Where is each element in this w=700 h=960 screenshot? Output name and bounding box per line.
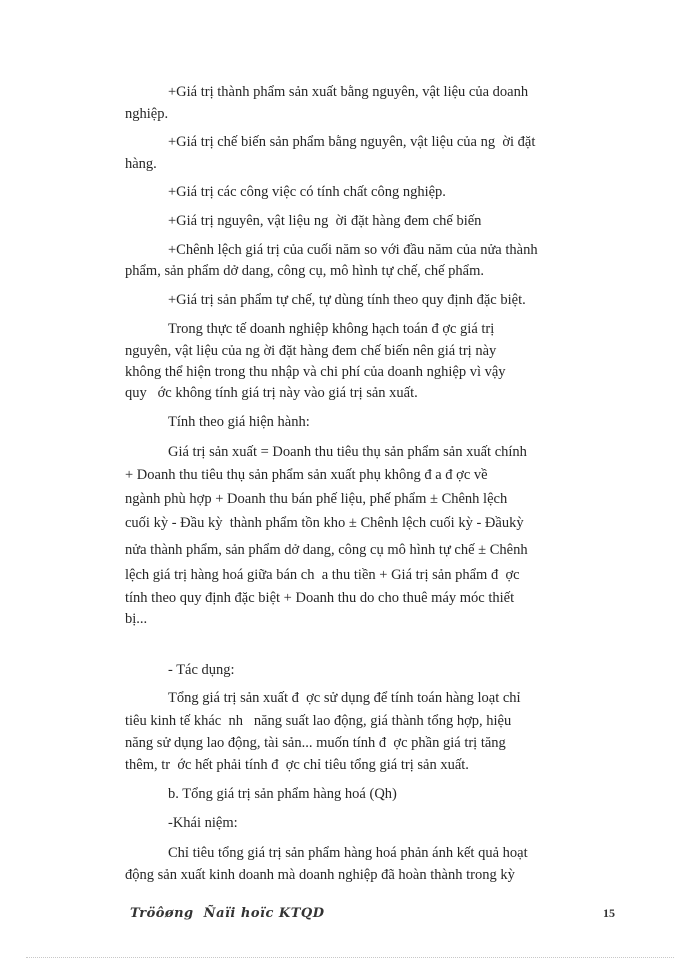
text-line: tiêu kinh tế khác nh năng suất lao động, giá thành tổng hợp, hiệu — [125, 713, 512, 729]
text-line: lệch giá trị hàng hoá giữa bán ch a thu tiền + Giá trị sản phẩm đ ợc — [125, 567, 520, 583]
footer-brand: Tröôøng Ñaïi hoïc KTQD — [130, 906, 325, 921]
text-line: tính theo quy định đặc biệt + Doanh thu do cho thuê máy móc thiết — [125, 590, 515, 606]
text-line: +Chênh lệch giá trị của cuối năm so với đầu năm của nửa thành — [168, 242, 538, 258]
text-line: ngành phù hợp + Doanh thu bán phế liệu, phế phẩm ± Chênh lệch — [125, 491, 508, 507]
text-line: +Giá trị các công việc có tính chất công nghiệp. — [168, 184, 446, 200]
text-line: nghiệp. — [125, 106, 169, 122]
text-line: Tổng giá trị sản xuất đ ợc sử dụng để tính toán hàng loạt chỉ — [168, 690, 521, 706]
text-line: Tính theo giá hiện hành: — [168, 414, 310, 430]
text-line: +Giá trị nguyên, vật liệu ng ời đặt hàng đem chế biến — [168, 213, 482, 229]
text-line: cuối kỳ - Đầu kỳ thành phẩm tồn kho ± Chênh lệch cuối kỳ - Đầukỳ — [125, 515, 524, 531]
text-line: +Giá trị chế biến sản phẩm bằng nguyên, vật liệu của ng ời đặt — [168, 134, 536, 150]
section-label: -Khái niệm: — [168, 815, 238, 831]
text-line: không thể hiện trong thu nhập và chi phí của doanh nghiệp vì vậy — [125, 364, 506, 380]
section-heading: b. Tổng giá trị sản phẩm hàng hoá (Qh) — [168, 786, 397, 802]
text-line: Giá trị sản xuất = Doanh thu tiêu thụ sản phẩm sản xuất chính — [168, 444, 527, 460]
text-line: hàng. — [125, 156, 157, 172]
section-label: - Tác dụng: — [168, 662, 235, 678]
bottom-divider — [26, 957, 674, 958]
text-line: nguyên, vật liệu của ng ời đặt hàng đem chế biến nên giá trị này — [125, 343, 497, 359]
text-line: phẩm, sản phẩm dở dang, công cụ, mô hình tự chế, chế phẩm. — [125, 263, 485, 279]
text-line: + Doanh thu tiêu thụ sản phẩm sản xuất phụ không đ a đ ợc về — [125, 467, 488, 483]
text-line: Trong thực tế doanh nghiệp không hạch toán đ ợc giá trị — [168, 321, 495, 337]
text-line: Chỉ tiêu tổng giá trị sản phẩm hàng hoá phản ánh kết quả hoạt — [168, 845, 528, 861]
page-number: 15 — [603, 906, 615, 920]
text-line: quy ớc không tính giá trị này vào giá trị sản xuất. — [125, 385, 418, 401]
text-line: động sản xuất kinh doanh mà doanh nghiệp đã hoàn thành trong kỳ — [125, 867, 515, 883]
text-line: +Giá trị thành phẩm sản xuất bằng nguyên, vật liệu của doanh — [168, 84, 529, 100]
text-line: +Giá trị sản phẩm tự chế, tự dùng tính theo quy định đặc biệt. — [168, 292, 526, 308]
text-line: thêm, tr ớc hết phải tính đ ợc chỉ tiêu tổng giá trị sản xuất. — [125, 757, 469, 773]
text-line: bị... — [125, 611, 148, 627]
text-line: năng sử dụng lao động, tài sản... muốn tính đ ợc phần giá trị tăng — [125, 735, 506, 751]
text-line: nửa thành phẩm, sản phẩm dở dang, công cụ mô hình tự chế ± Chênh — [125, 542, 528, 558]
